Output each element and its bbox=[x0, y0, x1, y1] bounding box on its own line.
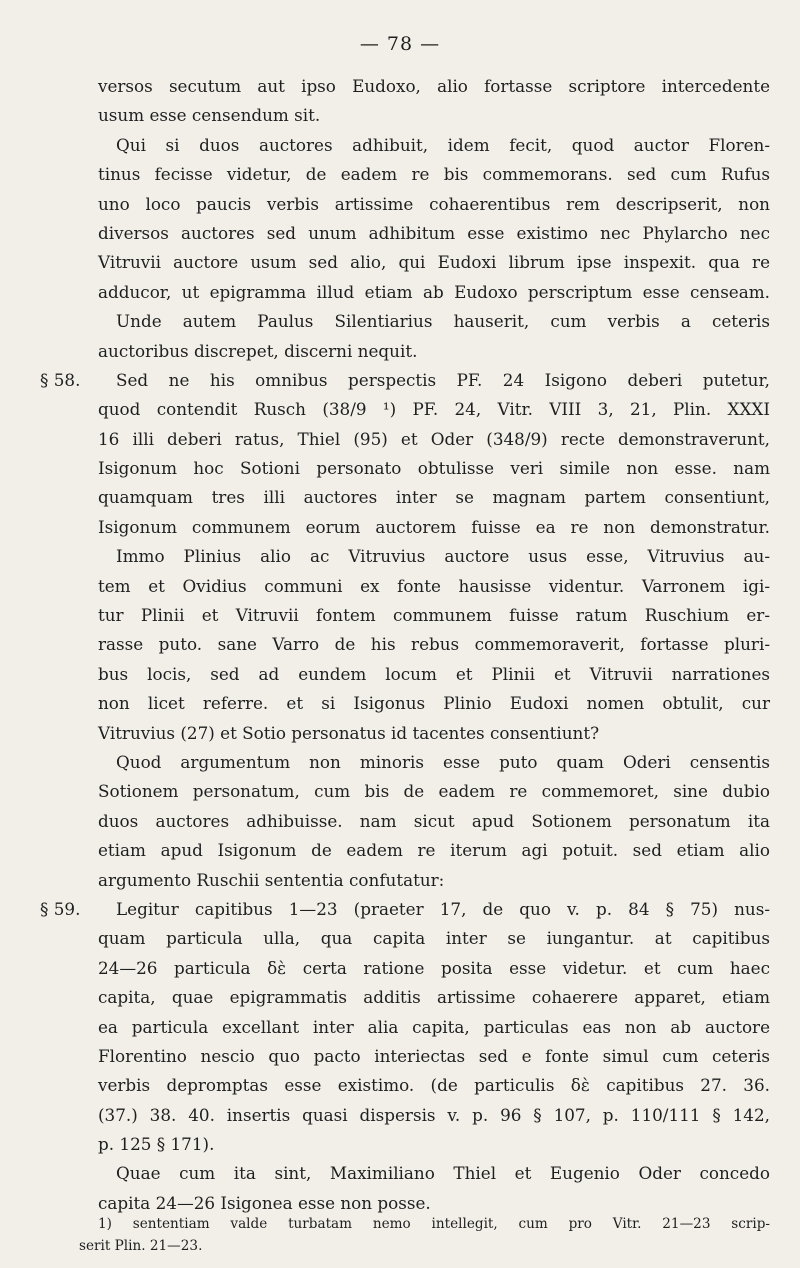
text-line-content: Legitur capitibus 1—23 (praeter 17, de quo v. p. 84 § 75) nus- bbox=[116, 898, 770, 919]
text-line: Sotionem personatum, cum bis de eadem re commemoret, sine dubio bbox=[98, 781, 770, 802]
text-line: adducor, ut epigramma illud etiam ab Eudoxo perscriptum esse censeam. bbox=[98, 281, 770, 302]
text-line: bus locis, sed ad eundem locum et Plinii et Vitruvii narrationes bbox=[98, 663, 770, 684]
page-number: — 78 — bbox=[359, 33, 441, 55]
footnote-line: serit Plin. 21—23. bbox=[79, 1238, 203, 1254]
text-line: verbis depromptas esse existimo. (de particulis δὲ capitibus 27. 36. bbox=[98, 1075, 770, 1096]
footnote-line: 1) sententiam valde turbatam nemo intellegit, cum pro Vitr. 21—23 scrip- bbox=[98, 1216, 770, 1232]
section-marker: § 59. bbox=[40, 898, 81, 919]
text-line: Qui si duos auctores adhibuit, idem fecit, quod auctor Floren- bbox=[116, 134, 770, 155]
text-line: Isigonum hoc Sotioni personato obtulisse veri simile non esse. nam bbox=[98, 458, 770, 479]
text-line: non licet referre. et si Isigonus Plinio Eudoxi nomen obtulit, cur bbox=[98, 693, 770, 714]
text-line: versos secutum aut ipso Eudoxo, alio fortasse scriptore intercedente bbox=[98, 76, 770, 96]
text-line: p. 125 § 171). bbox=[98, 1134, 215, 1155]
text-line: tur Plinii et Vitruvii fontem communem fuisse ratum Ruschium er- bbox=[98, 605, 770, 626]
text-line: tinus fecisse videtur, de eadem re bis commemorans. sed cum Rufus bbox=[98, 164, 770, 185]
section-marker: § 58. bbox=[40, 369, 81, 390]
text-line: 16 illi deberi ratus, Thiel (95) et Oder (348/9) recte demonstraverunt, bbox=[98, 428, 770, 449]
text-line: Vitruvii auctore usum sed alio, qui Eudoxi librum ipse inspexit. qua re bbox=[98, 252, 770, 273]
text-line: Immo Plinius alio ac Vitruvius auctore usus esse, Vitruvius au- bbox=[116, 546, 770, 567]
text-line: Vitruvius (27) et Sotio personatus id tacentes consentiunt? bbox=[98, 722, 600, 743]
text-line: (37.) 38. 40. insertis quasi dispersis v. p. 96 § 107, p. 110/111 § 142, bbox=[98, 1104, 770, 1125]
text-line bbox=[40, 895, 770, 924]
text-line: etiam apud Isigonum de eadem re iterum agi potuit. sed etiam alio bbox=[98, 840, 770, 861]
text-line: diversos auctores sed unum adhibitum esse existimo nec Phylarcho nec bbox=[98, 222, 770, 243]
text-line: quod contendit Rusch (38/9 ¹) PF. 24, Vitr. VIII 3, 21, Plin. XXXI bbox=[98, 399, 770, 420]
text-line bbox=[40, 366, 770, 395]
text-line: usum esse censendum sit. bbox=[98, 105, 321, 126]
footnote bbox=[40, 1213, 770, 1257]
text-line-content: Sed ne his omnibus perspectis PF. 24 Isigono deberi putetur, bbox=[116, 369, 770, 390]
text-line: quam particula ulla, qua capita inter se iungantur. at capitibus bbox=[98, 928, 770, 949]
text-line: uno loco paucis verbis artissime cohaerentibus rem descripserit, non bbox=[98, 193, 770, 214]
text-line: argumento Ruschii sententia confutatur: bbox=[98, 869, 445, 890]
text-line: Isigonum communem eorum auctorem fuisse ea re non demonstratur. bbox=[98, 516, 770, 537]
text-line: Quod argumentum non minoris esse puto quam Oderi censentis bbox=[116, 751, 770, 772]
body-text bbox=[40, 72, 770, 1218]
text-line: rasse puto. sane Varro de his rebus commemoraverit, fortasse pluri- bbox=[98, 634, 770, 655]
text-line: duos auctores adhibuisse. nam sicut apud Sotionem personatum ita bbox=[98, 810, 770, 831]
text-line: tem et Ovidius communi ex fonte hausisse videntur. Varronem igi- bbox=[98, 575, 770, 596]
text-line: ea particula excellant inter alia capita, particulas eas non ab auctore bbox=[98, 1016, 770, 1037]
text-line: capita, quae epigrammatis additis artissime cohaerere apparet, etiam bbox=[98, 987, 770, 1008]
text-line: auctoribus discrepet, discerni nequit. bbox=[98, 340, 418, 361]
text-line: Florentino nescio quo pacto interiectas sed e fonte simul cum ceteris bbox=[98, 1045, 770, 1066]
text-line: quamquam tres illi auctores inter se magnam partem consentiunt, bbox=[98, 487, 770, 508]
text-line: Unde autem Paulus Silentiarius hauserit, cum verbis a ceteris bbox=[116, 311, 770, 332]
text-line: capita 24—26 Isigonea esse non posse. bbox=[98, 1192, 431, 1213]
text-line: 24—26 particula δὲ certa ratione posita esse videtur. et cum haec bbox=[98, 957, 770, 978]
text-line: Quae cum ita sint, Maximiliano Thiel et Eugenio Oder concedo bbox=[116, 1163, 770, 1184]
